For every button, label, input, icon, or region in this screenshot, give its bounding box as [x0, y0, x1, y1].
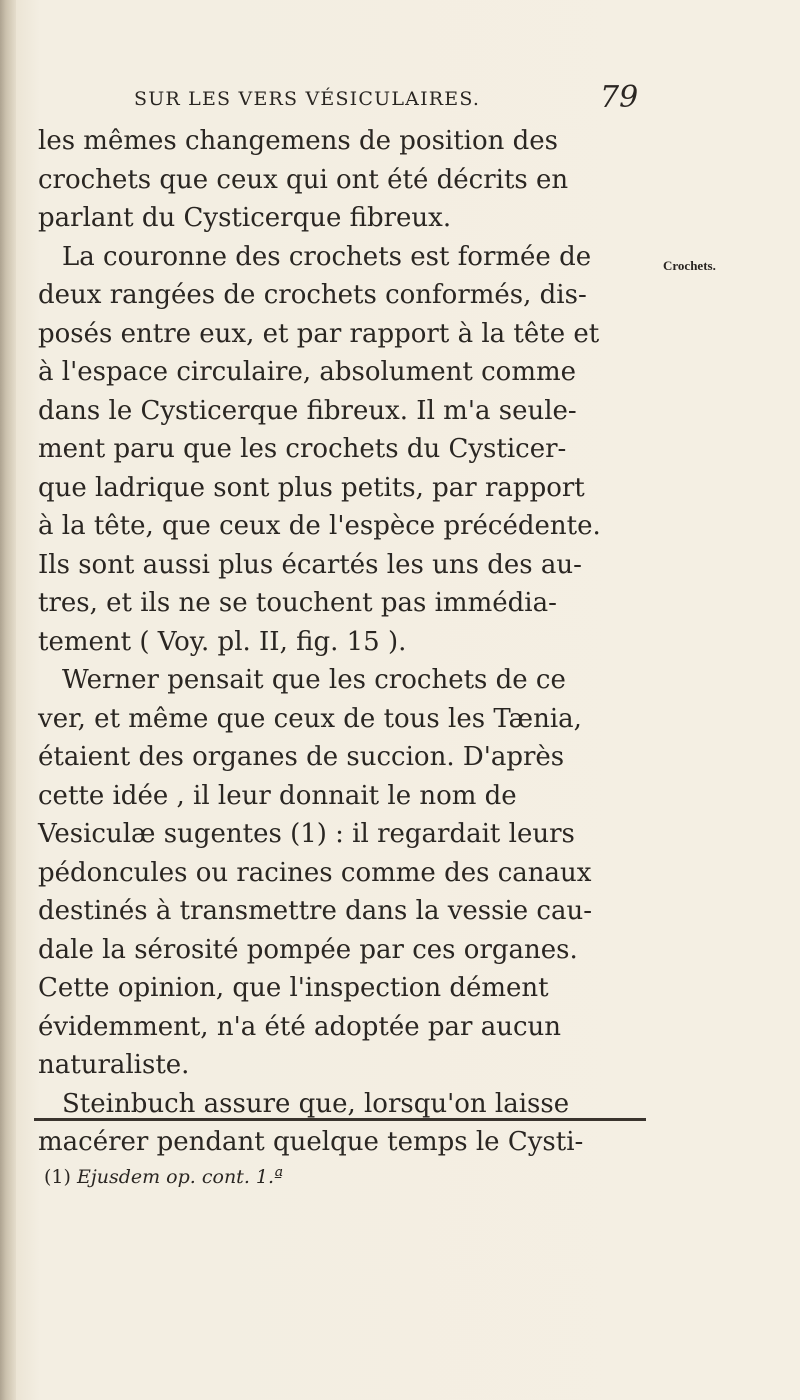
footnote [44, 1166, 283, 1188]
text-line: à la tête, que ceux de l'espèce précédente. [38, 511, 601, 541]
text-line: La couronne des crochets est formée de [62, 241, 592, 272]
text-line: dans le Cysticerque fibreux. Il m'a seule- [38, 395, 577, 426]
text-line: tement ( Voy. pl. II, fig. 15 ). [38, 626, 407, 657]
text-line: macérer pendant quelque temps le Cysti- [38, 1127, 584, 1157]
text-line: Cette opinion, que l'inspection dément [38, 973, 549, 1003]
text-line: les mêmes changemens de position des [38, 126, 559, 156]
text-line: étaient des organes de succion. D'après [38, 742, 565, 772]
text-line: Ils sont aussi plus écartés les uns des au- [38, 549, 582, 580]
footnote-rule [34, 1118, 646, 1121]
text-line: pédoncules ou racines comme des canaux [38, 857, 592, 888]
text-line: Steinbuch assure que, lorsqu'on laisse [62, 1088, 570, 1119]
text-line: à l'espace circulaire, absolument comme [38, 357, 577, 387]
page-header [134, 82, 654, 122]
text-line: destinés à transmettre dans la vessie cau- [38, 896, 593, 926]
footnote-marker: (1) [44, 1166, 71, 1188]
text-line: cette idée , il leur donnait le nom de [38, 780, 517, 811]
text-line: tres, et ils ne se touchent pas immédia- [38, 588, 557, 618]
text-line: naturaliste. [38, 1050, 190, 1080]
text-line: posés entre eux, et par rapport à la tête et [38, 318, 600, 349]
marginal-note: Crochets. [663, 258, 716, 273]
text-line: parlant du Cysticerque fibreux. [38, 203, 452, 233]
text-line: ver, et même que ceux de tous les Tænia, [38, 703, 582, 734]
page-binding-shadow [0, 0, 16, 1400]
text-line: que ladrique sont plus petits, par rapport [38, 472, 585, 503]
text-line: Werner pensait que les crochets de ce [62, 665, 566, 695]
body-text [38, 122, 652, 1162]
text-line: dale la sérosité pompée par ces organes. [38, 934, 578, 965]
footnote-text: Ejusdem op. cont. 1.ª [76, 1166, 284, 1188]
text-line: deux rangées de crochets conformés, dis- [38, 280, 587, 310]
running-title: SUR LES VERS VÉSICULAIRES. [134, 88, 481, 110]
text-line: crochets que ceux qui ont été décrits en [38, 164, 569, 195]
text-line: évidemment, n'a été adoptée par aucun [38, 1011, 562, 1042]
page-number: 79 [600, 80, 639, 115]
text-line: ment paru que les crochets du Cysticer- [38, 434, 567, 464]
text-line: Vesiculæ sugentes (1) : il regardait leurs [38, 819, 575, 849]
